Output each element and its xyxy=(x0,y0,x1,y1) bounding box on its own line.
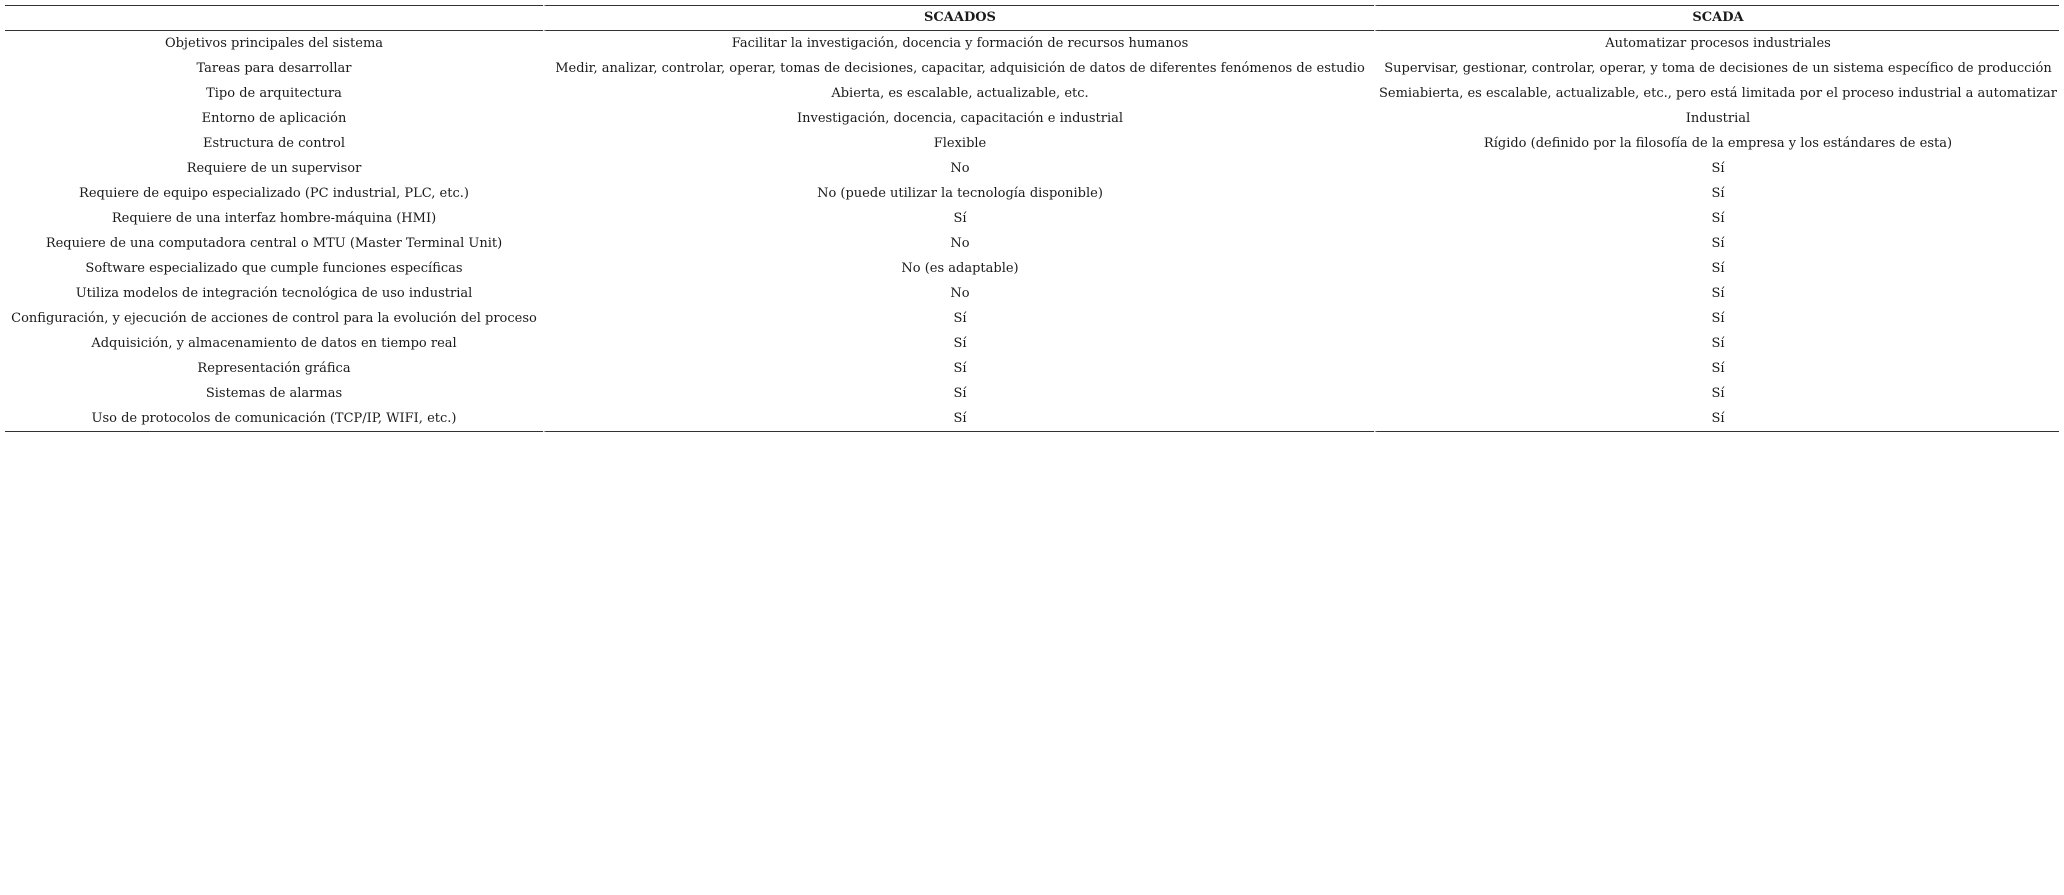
table-header-row xyxy=(5,5,2059,31)
scada-cell: Sí xyxy=(1374,206,2059,231)
scada-cell: Sí xyxy=(1374,331,2059,356)
scada-cell: Sí xyxy=(1374,381,2059,406)
feature-cell: Configuración, y ejecución de acciones de control para la evolución del proceso xyxy=(11,310,537,326)
scaados-cell: Sí xyxy=(543,206,1374,231)
feature-cell: Entorno de aplicación xyxy=(201,110,347,126)
table-row xyxy=(5,256,2059,281)
feature-cell: Software especializado que cumple funciones específicas xyxy=(85,260,463,276)
scada-cell: Sí xyxy=(1374,281,2059,306)
scada-cell: Rígido (definido por la filosofía de la empresa y los estándares de esta) xyxy=(1374,131,2059,156)
header-scaados: SCAADOS xyxy=(543,5,1374,31)
scada-cell: Sí xyxy=(1374,306,2059,331)
scaados-cell: No (es adaptable) xyxy=(543,256,1374,281)
table-row xyxy=(5,81,2059,106)
feature-cell: Requiere de una interfaz hombre-máquina (HMI) xyxy=(111,210,437,226)
table-row xyxy=(5,206,2059,231)
feature-cell: Requiere de una computadora central o MTU (Master Terminal Unit) xyxy=(45,235,503,251)
scaados-cell: No xyxy=(543,156,1374,181)
scaados-cell: Investigación, docencia, capacitación e industrial xyxy=(543,106,1374,131)
feature-cell: Sistemas de alarmas xyxy=(205,385,343,401)
scaados-cell: Sí xyxy=(543,356,1374,381)
feature-cell: Utiliza modelos de integración tecnológica de uso industrial xyxy=(75,285,473,301)
scaados-cell: Flexible xyxy=(543,131,1374,156)
table-row xyxy=(5,381,2059,406)
table-row xyxy=(5,231,2059,256)
table-row xyxy=(5,31,2059,56)
scaados-cell: Sí xyxy=(543,306,1374,331)
table-row xyxy=(5,56,2059,81)
feature-cell: Requiere de un supervisor xyxy=(186,160,362,176)
scaados-cell: Sí xyxy=(543,381,1374,406)
feature-cell: Tipo de arquitectura xyxy=(206,85,342,101)
table-row xyxy=(5,281,2059,306)
table-row xyxy=(5,181,2059,206)
header-scada: SCADA xyxy=(1374,5,2059,31)
scada-cell: Semiabierta, es escalable, actualizable, etc., pero está limitada por el proceso industrial a automatizar xyxy=(1374,81,2059,106)
comparison-table xyxy=(5,5,2059,432)
scaados-cell: No xyxy=(543,231,1374,256)
scada-cell: Supervisar, gestionar, controlar, operar, y toma de decisiones de un sistema específico de producción xyxy=(1374,56,2059,81)
table-row xyxy=(5,306,2059,331)
scaados-cell: Sí xyxy=(543,331,1374,356)
table-row xyxy=(5,356,2059,381)
scada-cell: Sí xyxy=(1374,406,2059,432)
scada-cell: Sí xyxy=(1374,156,2059,181)
feature-cell: Objetivos principales del sistema xyxy=(164,35,384,51)
comparison-table-container xyxy=(5,5,2059,432)
scaados-cell: Abierta, es escalable, actualizable, etc. xyxy=(543,81,1374,106)
scaados-cell: No xyxy=(543,281,1374,306)
scada-cell: Sí xyxy=(1374,256,2059,281)
feature-cell: Estructura de control xyxy=(203,135,345,151)
scaados-cell: Medir, analizar, controlar, operar, tomas de decisiones, capacitar, adquisición de datos de diferentes fenómenos de estudio xyxy=(543,56,1374,81)
feature-cell: Requiere de equipo especializado (PC industrial, PLC, etc.) xyxy=(79,185,469,201)
scada-cell: Industrial xyxy=(1374,106,2059,131)
scada-cell: Sí xyxy=(1374,181,2059,206)
scaados-cell: No (puede utilizar la tecnología disponible) xyxy=(543,181,1374,206)
table-row xyxy=(5,106,2059,131)
table-row xyxy=(5,131,2059,156)
header-feature xyxy=(5,5,543,31)
scada-cell: Sí xyxy=(1374,356,2059,381)
table-row xyxy=(5,331,2059,356)
feature-cell: Adquisición, y almacenamiento de datos en tiempo real xyxy=(91,335,457,351)
feature-cell: Representación gráfica xyxy=(197,360,351,376)
table-row xyxy=(5,406,2059,432)
table-row xyxy=(5,156,2059,181)
scada-cell: Automatizar procesos industriales xyxy=(1374,31,2059,56)
feature-cell: Uso de protocolos de comunicación (TCP/IP, WIFI, etc.) xyxy=(5,406,543,432)
scaados-cell: Facilitar la investigación, docencia y formación de recursos humanos xyxy=(543,31,1374,56)
scaados-cell: Sí xyxy=(543,406,1374,432)
feature-cell: Tareas para desarrollar xyxy=(196,60,352,76)
scada-cell: Sí xyxy=(1374,231,2059,256)
